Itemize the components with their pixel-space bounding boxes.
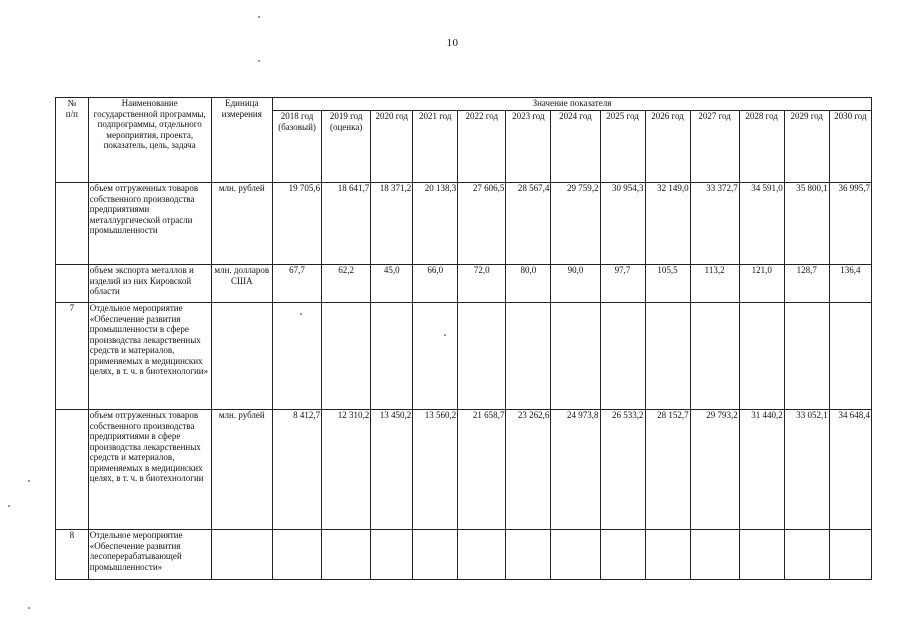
row-value [413, 530, 458, 580]
row-value [506, 303, 551, 410]
header-year: 2028 год [739, 111, 784, 183]
row-value [600, 530, 645, 580]
row-value: 19 705,6 [272, 183, 321, 265]
row-value: 24 973,8 [551, 410, 600, 530]
row-value: 13 450,2 [371, 410, 413, 530]
page-number: 10 [446, 37, 459, 49]
header-year: 2022 год [458, 111, 506, 183]
row-value: 21 658,7 [458, 410, 506, 530]
row-value: 13 560,2 [413, 410, 458, 530]
row-value: 80,0 [506, 265, 551, 303]
row-value [784, 303, 829, 410]
header-unit: Единица измерения [211, 98, 272, 183]
table-row [56, 530, 872, 580]
row-value: 32 149,0 [645, 183, 690, 265]
row-value [690, 303, 739, 410]
row-value [322, 303, 371, 410]
header-year: 2027 год [690, 111, 739, 183]
row-value: 18 371,2 [371, 183, 413, 265]
header-year: 2029 год [784, 111, 829, 183]
row-name: объем экспорта металлов и изделий из них Кировской области [88, 265, 211, 303]
row-number: 7 [56, 303, 89, 410]
row-value: 36 995,7 [829, 183, 871, 265]
row-value: 90,0 [551, 265, 600, 303]
row-value: 35 800,1 [784, 183, 829, 265]
row-value [690, 530, 739, 580]
scan-speck [8, 505, 10, 507]
row-value: 31 440,2 [739, 410, 784, 530]
table-row [56, 265, 872, 303]
row-value: 34 648,4 [829, 410, 871, 530]
row-value [506, 530, 551, 580]
row-name: объем отгруженных товаров собственного производства предприятиями металлургической отрасли промышленности [88, 183, 211, 265]
header-year: 2025 год [600, 111, 645, 183]
header-year: 2019 год (оценка) [322, 111, 371, 183]
row-value: 105,5 [645, 265, 690, 303]
row-number [56, 183, 89, 265]
row-value: 23 262,6 [506, 410, 551, 530]
row-value: 29 793,2 [690, 410, 739, 530]
scan-speck [444, 334, 446, 336]
row-value [551, 303, 600, 410]
row-value [458, 530, 506, 580]
scan-speck [258, 16, 260, 18]
row-value: 97,7 [600, 265, 645, 303]
row-name: Отдельное мероприятие «Обеспечение развития промышленности в сфере производства лекарственных средств и материалов, применяемых в медицинских целях, в т. ч. в биотехнологии» [88, 303, 211, 410]
row-unit: млн. рублей [211, 183, 272, 265]
row-value: 33 372,7 [690, 183, 739, 265]
header-year: 2020 год [371, 111, 413, 183]
row-value: 12 310,2 [322, 410, 371, 530]
header-year: 2021 год [413, 111, 458, 183]
row-value: 121,0 [739, 265, 784, 303]
row-unit: млн. долларов США [211, 265, 272, 303]
table-row [56, 303, 872, 410]
scan-speck [258, 60, 260, 62]
row-value: 18 641,7 [322, 183, 371, 265]
row-value [551, 530, 600, 580]
header-year: 2026 год [645, 111, 690, 183]
header-year: 2024 год [551, 111, 600, 183]
row-value [413, 303, 458, 410]
row-value [829, 530, 871, 580]
indicators-table [55, 97, 872, 580]
row-value: 34 591,0 [739, 183, 784, 265]
row-value [458, 303, 506, 410]
header-year: 2018 год (базовый) [272, 111, 321, 183]
row-value: 28 152,7 [645, 410, 690, 530]
header-name: Наименование государственной программы, подпрограммы, отдельного мероприятия, проекта, показатель, цель, задача [88, 98, 211, 183]
scan-speck [300, 313, 302, 315]
row-value: 62,2 [322, 265, 371, 303]
row-value: 28 567,4 [506, 183, 551, 265]
row-value: 66,0 [413, 265, 458, 303]
header-num: № п/п [56, 98, 89, 183]
row-unit [211, 303, 272, 410]
table-row [56, 410, 872, 530]
row-value [272, 303, 321, 410]
table-row [56, 183, 872, 265]
row-value [371, 530, 413, 580]
row-unit [211, 530, 272, 580]
row-name: объем отгруженных товаров собственного производства предприятиями в сфере производства лекарственных средств и материалов, применяемых в медицинских целях, в т. ч. в биотехнологии [88, 410, 211, 530]
row-value: 26 533,2 [600, 410, 645, 530]
row-value: 30 954,3 [600, 183, 645, 265]
row-value [829, 303, 871, 410]
row-value: 20 138,3 [413, 183, 458, 265]
header-values-group: Значение показателя [272, 98, 871, 111]
row-number [56, 410, 89, 530]
row-value: 33 052,1 [784, 410, 829, 530]
row-value: 128,7 [784, 265, 829, 303]
row-value: 27 606,5 [458, 183, 506, 265]
row-value [371, 303, 413, 410]
scan-speck [28, 480, 30, 482]
row-value: 29 759,2 [551, 183, 600, 265]
row-value [272, 530, 321, 580]
scan-speck [28, 607, 30, 609]
row-value [600, 303, 645, 410]
row-value: 113,2 [690, 265, 739, 303]
row-number: 8 [56, 530, 89, 580]
row-name: Отдельное мероприятие «Обеспечение развития лесоперерабатывающей промышленности» [88, 530, 211, 580]
row-value [645, 530, 690, 580]
row-value: 67,7 [272, 265, 321, 303]
header-year: 2023 год [506, 111, 551, 183]
header-year: 2030 год [829, 111, 871, 183]
row-value [784, 530, 829, 580]
row-value [739, 530, 784, 580]
row-value [645, 303, 690, 410]
row-value [739, 303, 784, 410]
row-value: 72,0 [458, 265, 506, 303]
row-value [322, 530, 371, 580]
row-value: 8 412,7 [272, 410, 321, 530]
row-unit: млн. рублей [211, 410, 272, 530]
row-value: 136,4 [829, 265, 871, 303]
row-value: 45,0 [371, 265, 413, 303]
row-number [56, 265, 89, 303]
